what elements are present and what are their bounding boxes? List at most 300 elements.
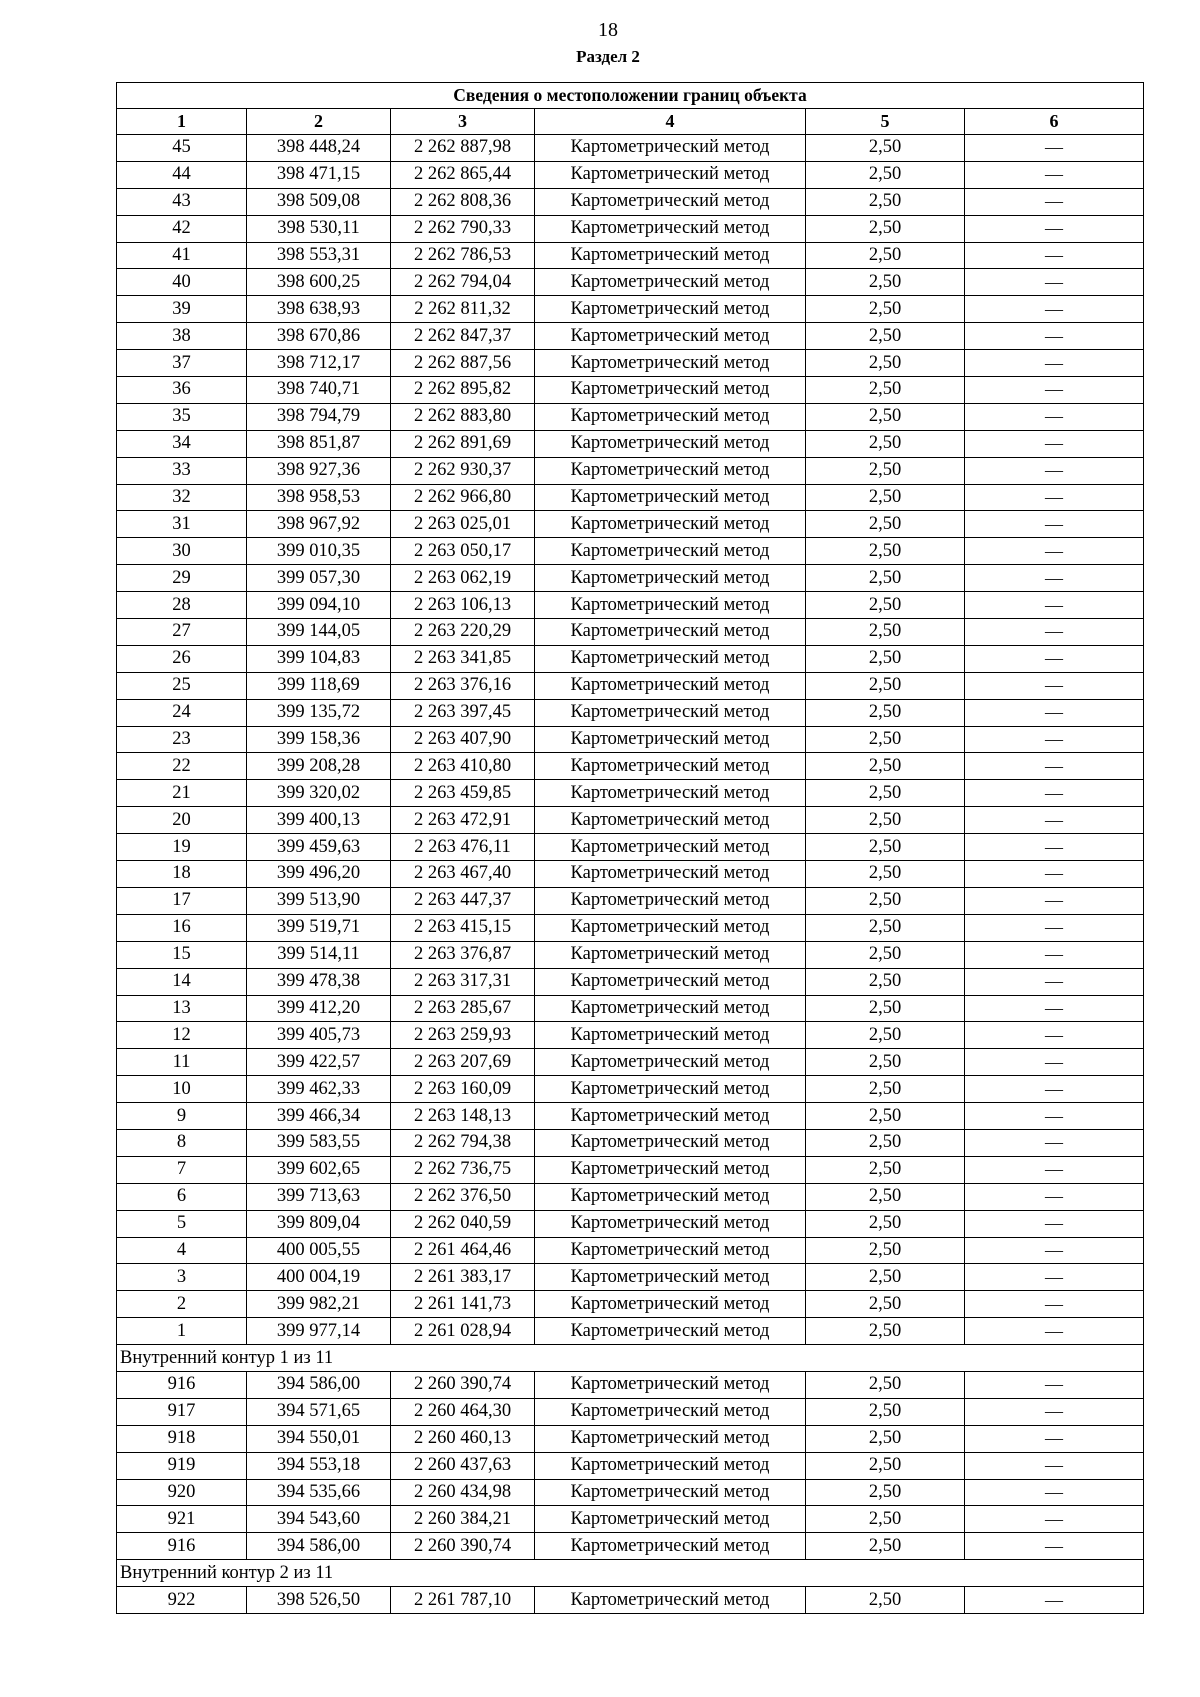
point-number-cell: 37 — [117, 350, 247, 377]
contour-label: Внутренний контур 2 из 11 — [117, 1560, 1144, 1587]
x-coordinate-cell: 398 851,87 — [247, 430, 391, 457]
section-title: Раздел 2 — [576, 47, 640, 66]
description-cell: — — [965, 1398, 1144, 1425]
table-row — [117, 484, 1144, 511]
table-row — [117, 1533, 1144, 1560]
method-cell: Картометрический метод — [535, 484, 806, 511]
y-coordinate-cell: 2 263 317,31 — [391, 968, 535, 995]
table-row — [117, 1049, 1144, 1076]
description-cell: — — [965, 1183, 1144, 1210]
description-cell: — — [965, 430, 1144, 457]
y-coordinate-cell: 2 260 460,13 — [391, 1425, 535, 1452]
table-row — [117, 565, 1144, 592]
y-coordinate-cell: 2 262 887,98 — [391, 135, 535, 162]
point-number-cell: 28 — [117, 592, 247, 619]
method-cell: Картометрический метод — [535, 995, 806, 1022]
point-number-cell: 32 — [117, 484, 247, 511]
column-header: 5 — [806, 109, 965, 135]
x-coordinate-cell: 399 158,36 — [247, 726, 391, 753]
table-row — [117, 457, 1144, 484]
point-number-cell: 33 — [117, 457, 247, 484]
accuracy-cell: 2,50 — [806, 1129, 965, 1156]
description-cell: — — [965, 135, 1144, 162]
point-number-cell: 42 — [117, 215, 247, 242]
y-coordinate-cell: 2 261 464,46 — [391, 1237, 535, 1264]
accuracy-cell: 2,50 — [806, 1425, 965, 1452]
accuracy-cell: 2,50 — [806, 161, 965, 188]
method-cell: Картометрический метод — [535, 1237, 806, 1264]
column-header: 3 — [391, 109, 535, 135]
point-number-cell: 920 — [117, 1479, 247, 1506]
table-row — [117, 403, 1144, 430]
method-cell: Картометрический метод — [535, 1076, 806, 1103]
y-coordinate-cell: 2 263 148,13 — [391, 1103, 535, 1130]
accuracy-cell: 2,50 — [806, 1587, 965, 1614]
method-cell: Картометрический метод — [535, 565, 806, 592]
y-coordinate-cell: 2 262 790,33 — [391, 215, 535, 242]
method-cell: Картометрический метод — [535, 269, 806, 296]
y-coordinate-cell: 2 263 476,11 — [391, 834, 535, 861]
method-cell: Картометрический метод — [535, 726, 806, 753]
table-row — [117, 1156, 1144, 1183]
y-coordinate-cell: 2 263 285,67 — [391, 995, 535, 1022]
point-number-cell: 5 — [117, 1210, 247, 1237]
point-number-cell: 3 — [117, 1264, 247, 1291]
description-cell: — — [965, 834, 1144, 861]
description-cell: — — [965, 1452, 1144, 1479]
point-number-cell: 12 — [117, 1022, 247, 1049]
method-cell: Картометрический метод — [535, 350, 806, 377]
description-cell: — — [965, 1506, 1144, 1533]
description-cell: — — [965, 188, 1144, 215]
x-coordinate-cell: 399 513,90 — [247, 887, 391, 914]
point-number-cell: 7 — [117, 1156, 247, 1183]
table-row — [117, 1398, 1144, 1425]
accuracy-cell: 2,50 — [806, 350, 965, 377]
description-cell: — — [965, 1210, 1144, 1237]
x-coordinate-cell: 394 586,00 — [247, 1371, 391, 1398]
accuracy-cell: 2,50 — [806, 780, 965, 807]
x-coordinate-cell: 394 586,00 — [247, 1533, 391, 1560]
x-coordinate-cell: 399 466,34 — [247, 1103, 391, 1130]
point-number-cell: 44 — [117, 161, 247, 188]
y-coordinate-cell: 2 263 410,80 — [391, 753, 535, 780]
x-coordinate-cell: 399 809,04 — [247, 1210, 391, 1237]
column-header: 6 — [965, 109, 1144, 135]
x-coordinate-cell: 398 530,11 — [247, 215, 391, 242]
point-number-cell: 916 — [117, 1533, 247, 1560]
table-row — [117, 269, 1144, 296]
x-coordinate-cell: 394 571,65 — [247, 1398, 391, 1425]
accuracy-cell: 2,50 — [806, 619, 965, 646]
method-cell: Картометрический метод — [535, 1210, 806, 1237]
accuracy-cell: 2,50 — [806, 511, 965, 538]
point-number-cell: 39 — [117, 296, 247, 323]
method-cell: Картометрический метод — [535, 188, 806, 215]
table-row — [117, 161, 1144, 188]
y-coordinate-cell: 2 263 376,16 — [391, 672, 535, 699]
accuracy-cell: 2,50 — [806, 457, 965, 484]
y-coordinate-cell: 2 263 062,19 — [391, 565, 535, 592]
description-cell: — — [965, 699, 1144, 726]
x-coordinate-cell: 399 519,71 — [247, 914, 391, 941]
description-cell: — — [965, 1129, 1144, 1156]
y-coordinate-cell: 2 262 895,82 — [391, 377, 535, 404]
x-coordinate-cell: 398 958,53 — [247, 484, 391, 511]
description-cell: — — [965, 1103, 1144, 1130]
method-cell: Картометрический метод — [535, 672, 806, 699]
method-cell: Картометрический метод — [535, 296, 806, 323]
accuracy-cell: 2,50 — [806, 753, 965, 780]
description-cell: — — [965, 269, 1144, 296]
description-cell: — — [965, 780, 1144, 807]
description-cell: — — [965, 887, 1144, 914]
y-coordinate-cell: 2 262 865,44 — [391, 161, 535, 188]
table-row — [117, 350, 1144, 377]
description-cell: — — [965, 1022, 1144, 1049]
accuracy-cell: 2,50 — [806, 645, 965, 672]
description-cell: — — [965, 753, 1144, 780]
description-cell: — — [965, 1076, 1144, 1103]
accuracy-cell: 2,50 — [806, 484, 965, 511]
method-cell: Картометрический метод — [535, 807, 806, 834]
accuracy-cell: 2,50 — [806, 538, 965, 565]
y-coordinate-cell: 2 262 736,75 — [391, 1156, 535, 1183]
accuracy-cell: 2,50 — [806, 941, 965, 968]
x-coordinate-cell: 394 550,01 — [247, 1425, 391, 1452]
point-number-cell: 34 — [117, 430, 247, 457]
point-number-cell: 2 — [117, 1291, 247, 1318]
point-number-cell: 30 — [117, 538, 247, 565]
method-cell: Картометрический метод — [535, 323, 806, 350]
description-cell: — — [965, 403, 1144, 430]
accuracy-cell: 2,50 — [806, 834, 965, 861]
point-number-cell: 917 — [117, 1398, 247, 1425]
method-cell: Картометрический метод — [535, 861, 806, 888]
y-coordinate-cell: 2 263 467,40 — [391, 861, 535, 888]
point-number-cell: 18 — [117, 861, 247, 888]
point-number-cell: 27 — [117, 619, 247, 646]
method-cell: Картометрический метод — [535, 1183, 806, 1210]
table-row — [117, 726, 1144, 753]
accuracy-cell: 2,50 — [806, 1237, 965, 1264]
description-cell: — — [965, 914, 1144, 941]
table-row — [117, 215, 1144, 242]
table-row — [117, 188, 1144, 215]
accuracy-cell: 2,50 — [806, 323, 965, 350]
method-cell: Картометрический метод — [535, 377, 806, 404]
x-coordinate-cell: 399 602,65 — [247, 1156, 391, 1183]
table-row — [117, 430, 1144, 457]
y-coordinate-cell: 2 262 794,04 — [391, 269, 535, 296]
method-cell: Картометрический метод — [535, 968, 806, 995]
table-row — [117, 592, 1144, 619]
accuracy-cell: 2,50 — [806, 1371, 965, 1398]
y-coordinate-cell: 2 262 847,37 — [391, 323, 535, 350]
point-number-cell: 922 — [117, 1587, 247, 1614]
accuracy-cell: 2,50 — [806, 1022, 965, 1049]
y-coordinate-cell: 2 260 384,21 — [391, 1506, 535, 1533]
method-cell: Картометрический метод — [535, 1129, 806, 1156]
y-coordinate-cell: 2 263 259,93 — [391, 1022, 535, 1049]
y-coordinate-cell: 2 262 811,32 — [391, 296, 535, 323]
accuracy-cell: 2,50 — [806, 1533, 965, 1560]
description-cell: — — [965, 968, 1144, 995]
point-number-cell: 20 — [117, 807, 247, 834]
column-header-row — [117, 109, 1144, 135]
method-cell: Картометрический метод — [535, 430, 806, 457]
table-row — [117, 1425, 1144, 1452]
method-cell: Картометрический метод — [535, 215, 806, 242]
method-cell: Картометрический метод — [535, 753, 806, 780]
x-coordinate-cell: 394 535,66 — [247, 1479, 391, 1506]
x-coordinate-cell: 398 794,79 — [247, 403, 391, 430]
table-row — [117, 1452, 1144, 1479]
description-cell: — — [965, 484, 1144, 511]
point-number-cell: 22 — [117, 753, 247, 780]
x-coordinate-cell: 399 496,20 — [247, 861, 391, 888]
y-coordinate-cell: 2 263 397,45 — [391, 699, 535, 726]
x-coordinate-cell: 399 135,72 — [247, 699, 391, 726]
accuracy-cell: 2,50 — [806, 968, 965, 995]
description-cell: — — [965, 377, 1144, 404]
table-row — [117, 296, 1144, 323]
method-cell: Картометрический метод — [535, 161, 806, 188]
x-coordinate-cell: 399 104,83 — [247, 645, 391, 672]
table-row — [117, 242, 1144, 269]
method-cell: Картометрический метод — [535, 699, 806, 726]
table-row — [117, 887, 1144, 914]
method-cell: Картометрический метод — [535, 1587, 806, 1614]
column-header: 4 — [535, 109, 806, 135]
description-cell: — — [965, 1587, 1144, 1614]
y-coordinate-cell: 2 261 141,73 — [391, 1291, 535, 1318]
y-coordinate-cell: 2 262 786,53 — [391, 242, 535, 269]
description-cell: — — [965, 1291, 1144, 1318]
table-row — [117, 995, 1144, 1022]
description-cell: — — [965, 645, 1144, 672]
y-coordinate-cell: 2 263 472,91 — [391, 807, 535, 834]
point-number-cell: 23 — [117, 726, 247, 753]
method-cell: Картометрический метод — [535, 780, 806, 807]
method-cell: Картометрический метод — [535, 1049, 806, 1076]
point-number-cell: 916 — [117, 1371, 247, 1398]
table-row — [117, 1076, 1144, 1103]
method-cell: Картометрический метод — [535, 1103, 806, 1130]
y-coordinate-cell: 2 262 930,37 — [391, 457, 535, 484]
y-coordinate-cell: 2 263 207,69 — [391, 1049, 535, 1076]
description-cell: — — [965, 242, 1144, 269]
accuracy-cell: 2,50 — [806, 242, 965, 269]
y-coordinate-cell: 2 263 050,17 — [391, 538, 535, 565]
contour-subheader-row — [117, 1345, 1144, 1372]
description-cell: — — [965, 161, 1144, 188]
description-cell: — — [965, 323, 1144, 350]
accuracy-cell: 2,50 — [806, 995, 965, 1022]
accuracy-cell: 2,50 — [806, 1076, 965, 1103]
point-number-cell: 921 — [117, 1506, 247, 1533]
accuracy-cell: 2,50 — [806, 1398, 965, 1425]
x-coordinate-cell: 399 982,21 — [247, 1291, 391, 1318]
method-cell: Картометрический метод — [535, 1533, 806, 1560]
method-cell: Картометрический метод — [535, 1022, 806, 1049]
point-number-cell: 17 — [117, 887, 247, 914]
method-cell: Картометрический метод — [535, 1425, 806, 1452]
point-number-cell: 4 — [117, 1237, 247, 1264]
x-coordinate-cell: 399 583,55 — [247, 1129, 391, 1156]
x-coordinate-cell: 398 740,71 — [247, 377, 391, 404]
method-cell: Картометрический метод — [535, 1264, 806, 1291]
accuracy-cell: 2,50 — [806, 672, 965, 699]
description-cell: — — [965, 1371, 1144, 1398]
point-number-cell: 25 — [117, 672, 247, 699]
method-cell: Картометрический метод — [535, 1291, 806, 1318]
point-number-cell: 19 — [117, 834, 247, 861]
accuracy-cell: 2,50 — [806, 1183, 965, 1210]
description-cell: — — [965, 1237, 1144, 1264]
y-coordinate-cell: 2 262 966,80 — [391, 484, 535, 511]
description-cell: — — [965, 565, 1144, 592]
y-coordinate-cell: 2 263 376,87 — [391, 941, 535, 968]
description-cell: — — [965, 861, 1144, 888]
y-coordinate-cell: 2 262 808,36 — [391, 188, 535, 215]
point-number-cell: 15 — [117, 941, 247, 968]
y-coordinate-cell: 2 262 040,59 — [391, 1210, 535, 1237]
x-coordinate-cell: 399 144,05 — [247, 619, 391, 646]
x-coordinate-cell: 398 471,15 — [247, 161, 391, 188]
x-coordinate-cell: 399 713,63 — [247, 1183, 391, 1210]
x-coordinate-cell: 398 927,36 — [247, 457, 391, 484]
point-number-cell: 45 — [117, 135, 247, 162]
column-header: 2 — [247, 109, 391, 135]
x-coordinate-cell: 398 712,17 — [247, 350, 391, 377]
point-number-cell: 10 — [117, 1076, 247, 1103]
x-coordinate-cell: 399 010,35 — [247, 538, 391, 565]
method-cell: Картометрический метод — [535, 1452, 806, 1479]
table-row — [117, 861, 1144, 888]
description-cell: — — [965, 941, 1144, 968]
table-row — [117, 699, 1144, 726]
table-row — [117, 1318, 1144, 1345]
y-coordinate-cell: 2 260 464,30 — [391, 1398, 535, 1425]
point-number-cell: 918 — [117, 1425, 247, 1452]
description-cell: — — [965, 726, 1144, 753]
y-coordinate-cell: 2 262 887,56 — [391, 350, 535, 377]
y-coordinate-cell: 2 262 794,38 — [391, 1129, 535, 1156]
accuracy-cell: 2,50 — [806, 592, 965, 619]
y-coordinate-cell: 2 262 891,69 — [391, 430, 535, 457]
point-number-cell: 31 — [117, 511, 247, 538]
method-cell: Картометрический метод — [535, 1156, 806, 1183]
accuracy-cell: 2,50 — [806, 887, 965, 914]
table-row — [117, 1264, 1144, 1291]
method-cell: Картометрический метод — [535, 1398, 806, 1425]
method-cell: Картометрический метод — [535, 457, 806, 484]
x-coordinate-cell: 398 553,31 — [247, 242, 391, 269]
y-coordinate-cell: 2 263 025,01 — [391, 511, 535, 538]
table-row — [117, 941, 1144, 968]
y-coordinate-cell: 2 262 376,50 — [391, 1183, 535, 1210]
contour-label: Внутренний контур 1 из 11 — [117, 1345, 1144, 1372]
boundary-coordinates-table — [116, 82, 1144, 1614]
description-cell: — — [965, 592, 1144, 619]
x-coordinate-cell: 399 405,73 — [247, 1022, 391, 1049]
table-row — [117, 1587, 1144, 1614]
description-cell: — — [965, 457, 1144, 484]
point-number-cell: 14 — [117, 968, 247, 995]
x-coordinate-cell: 399 462,33 — [247, 1076, 391, 1103]
method-cell: Картометрический метод — [535, 1479, 806, 1506]
x-coordinate-cell: 398 967,92 — [247, 511, 391, 538]
description-cell: — — [965, 1533, 1144, 1560]
point-number-cell: 36 — [117, 377, 247, 404]
point-number-cell: 41 — [117, 242, 247, 269]
table-row — [117, 914, 1144, 941]
x-coordinate-cell: 398 638,93 — [247, 296, 391, 323]
x-coordinate-cell: 399 478,38 — [247, 968, 391, 995]
table-row — [117, 807, 1144, 834]
accuracy-cell: 2,50 — [806, 565, 965, 592]
x-coordinate-cell: 399 412,20 — [247, 995, 391, 1022]
y-coordinate-cell: 2 263 220,29 — [391, 619, 535, 646]
accuracy-cell: 2,50 — [806, 269, 965, 296]
y-coordinate-cell: 2 260 437,63 — [391, 1452, 535, 1479]
x-coordinate-cell: 399 057,30 — [247, 565, 391, 592]
accuracy-cell: 2,50 — [806, 1103, 965, 1130]
point-number-cell: 13 — [117, 995, 247, 1022]
y-coordinate-cell: 2 263 447,37 — [391, 887, 535, 914]
accuracy-cell: 2,50 — [806, 135, 965, 162]
table-row — [117, 1371, 1144, 1398]
description-cell: — — [965, 215, 1144, 242]
table-row — [117, 1506, 1144, 1533]
method-cell: Картометрический метод — [535, 1371, 806, 1398]
description-cell: — — [965, 296, 1144, 323]
x-coordinate-cell: 398 509,08 — [247, 188, 391, 215]
x-coordinate-cell: 399 977,14 — [247, 1318, 391, 1345]
contour-subheader-row — [117, 1560, 1144, 1587]
x-coordinate-cell: 399 514,11 — [247, 941, 391, 968]
accuracy-cell: 2,50 — [806, 377, 965, 404]
table-row — [117, 780, 1144, 807]
table-row — [117, 377, 1144, 404]
x-coordinate-cell: 398 448,24 — [247, 135, 391, 162]
point-number-cell: 919 — [117, 1452, 247, 1479]
point-number-cell: 43 — [117, 188, 247, 215]
table-row — [117, 968, 1144, 995]
table-row — [117, 1210, 1144, 1237]
x-coordinate-cell: 399 208,28 — [247, 753, 391, 780]
method-cell: Картометрический метод — [535, 941, 806, 968]
accuracy-cell: 2,50 — [806, 861, 965, 888]
x-coordinate-cell: 394 553,18 — [247, 1452, 391, 1479]
description-cell: — — [965, 538, 1144, 565]
x-coordinate-cell: 399 094,10 — [247, 592, 391, 619]
method-cell: Картометрический метод — [535, 1506, 806, 1533]
point-number-cell: 16 — [117, 914, 247, 941]
accuracy-cell: 2,50 — [806, 914, 965, 941]
table-row — [117, 1183, 1144, 1210]
method-cell: Картометрический метод — [535, 242, 806, 269]
method-cell: Картометрический метод — [535, 403, 806, 430]
table-row — [117, 511, 1144, 538]
table-row — [117, 619, 1144, 646]
point-number-cell: 21 — [117, 780, 247, 807]
point-number-cell: 9 — [117, 1103, 247, 1130]
table-row — [117, 834, 1144, 861]
x-coordinate-cell: 398 670,86 — [247, 323, 391, 350]
point-number-cell: 1 — [117, 1318, 247, 1345]
